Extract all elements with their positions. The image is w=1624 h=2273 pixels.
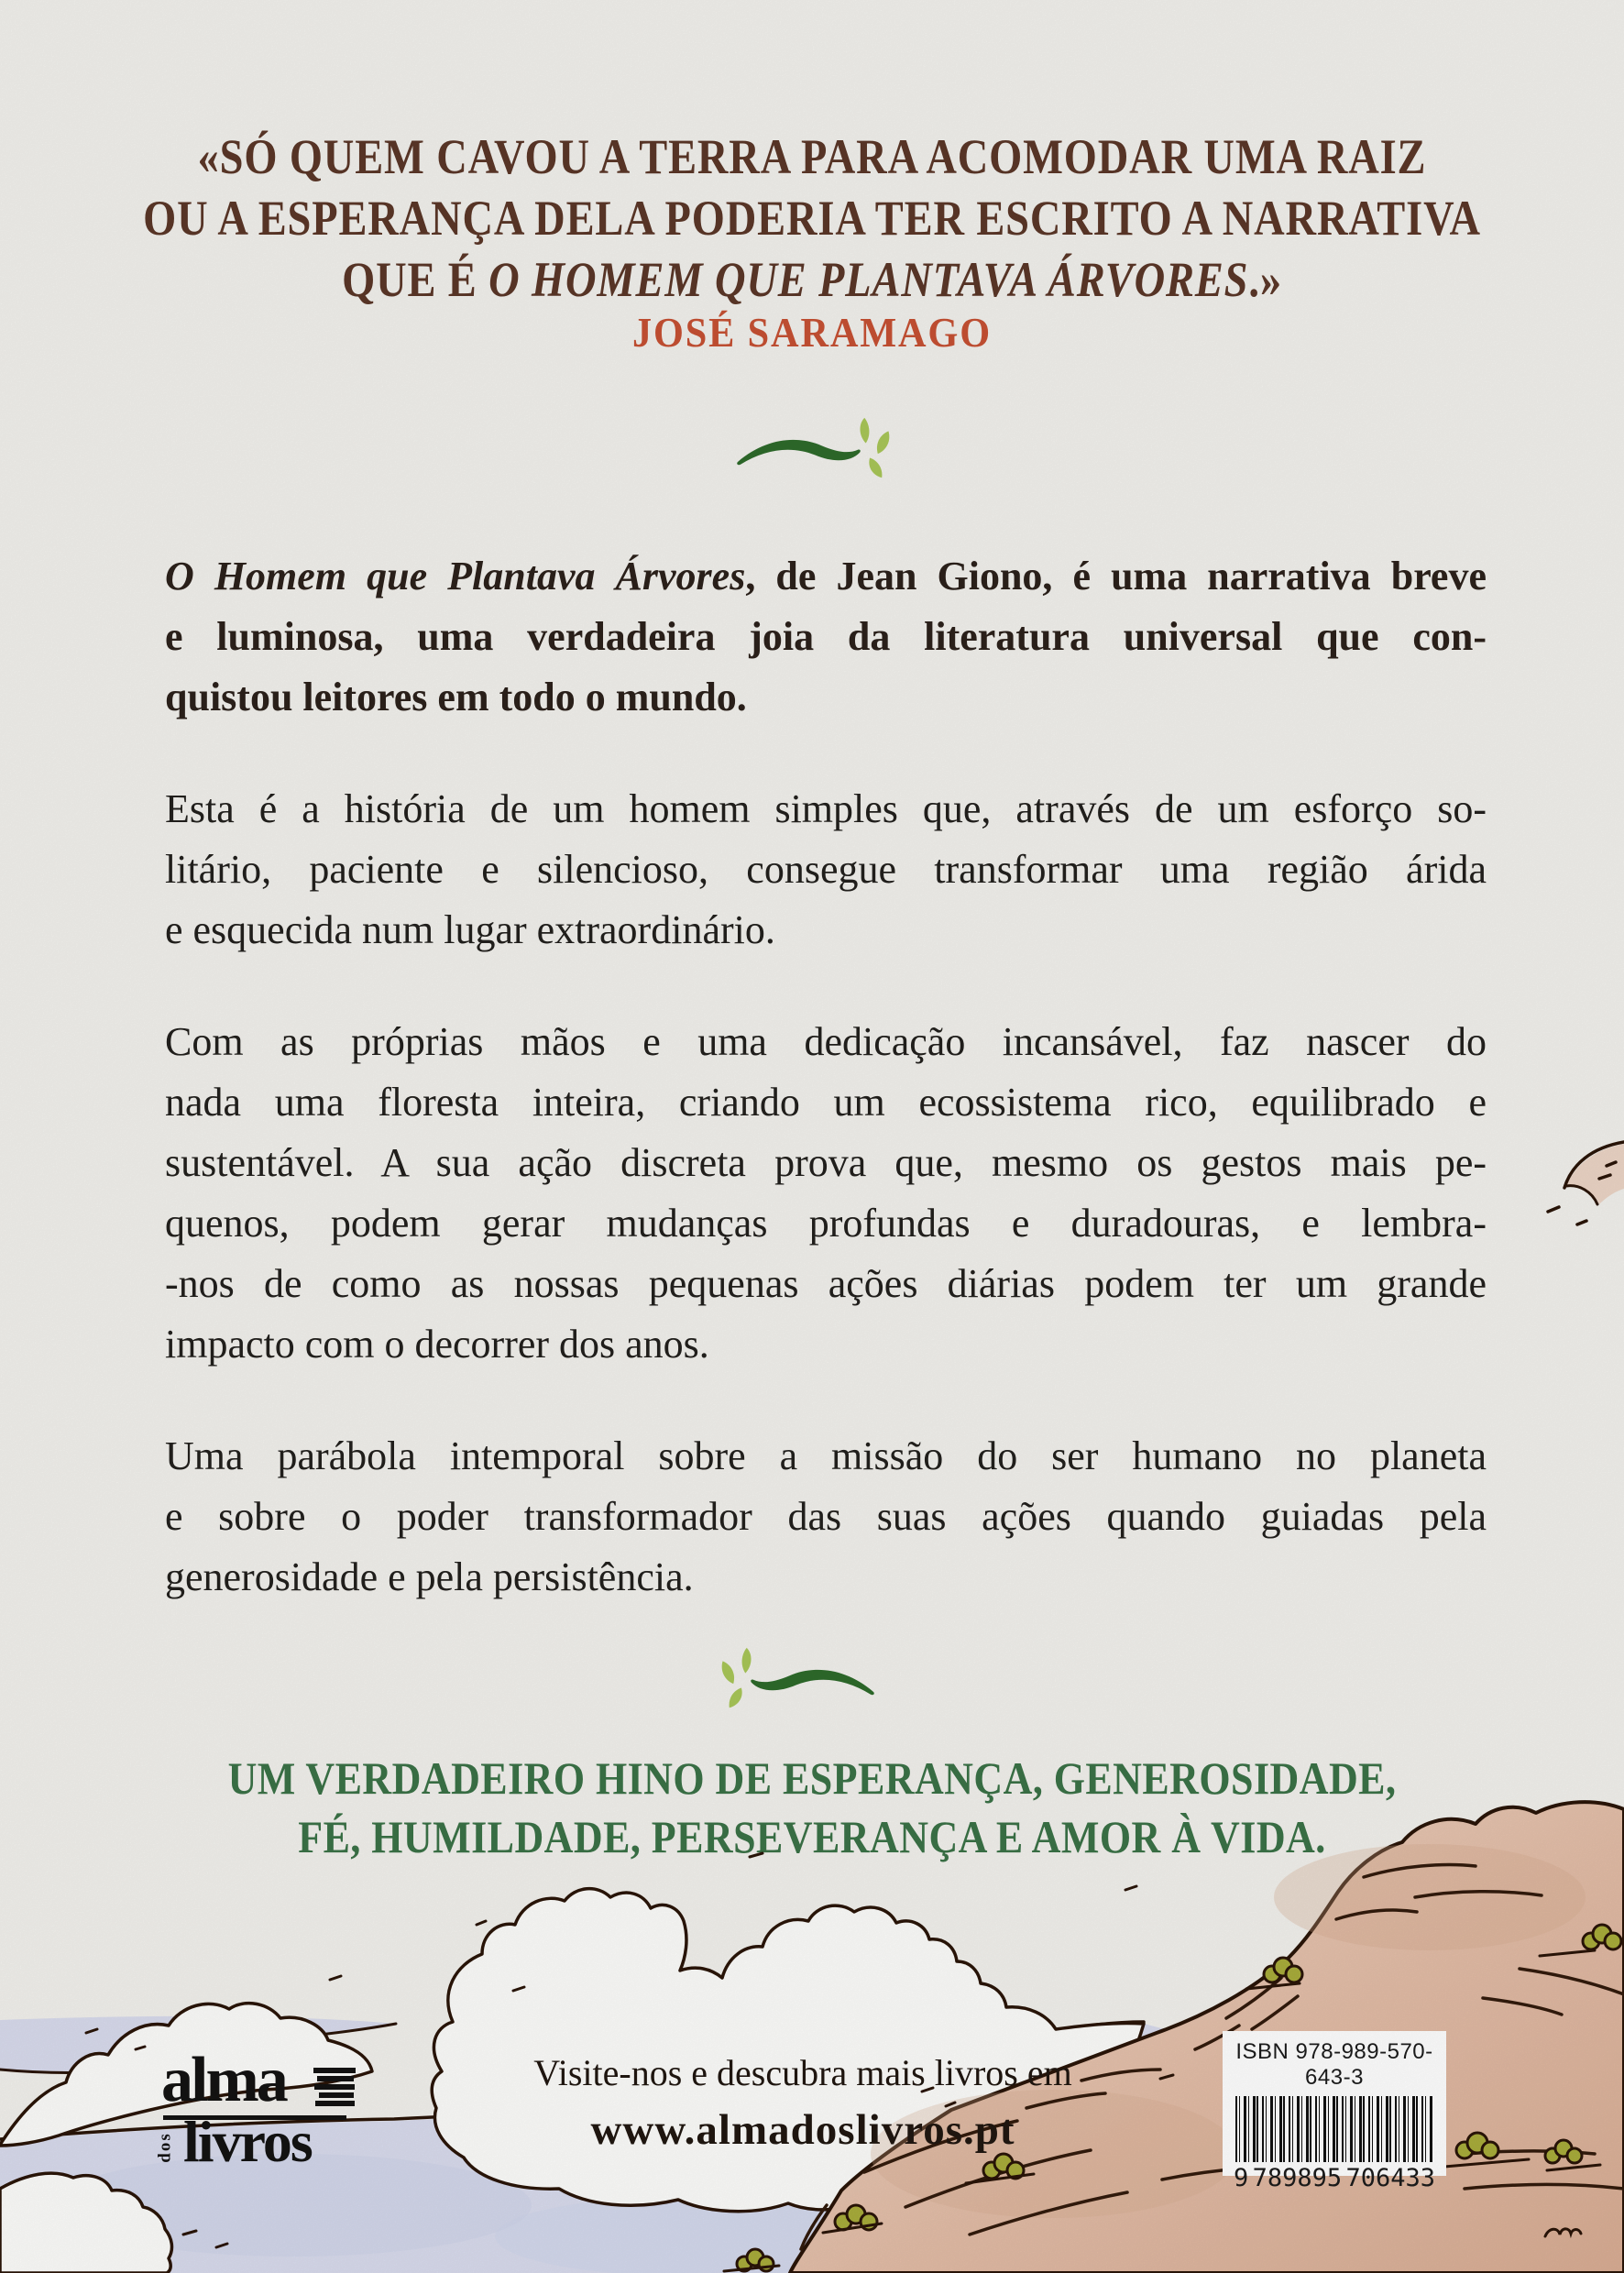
barcode-digits [1223,2164,1446,2192]
text-line: generosidade e pela persistência. [165,1554,694,1599]
publisher-name-dos: dos [155,2132,175,2163]
paragraph [165,546,1487,728]
text-line: e luminosa, uma verdadeira joia da literatura universal que con- [165,614,1487,659]
text-line: O Homem que Plantava Árvores, de Jean Giono, é uma narrativa breve [165,554,1487,598]
text-line: nada uma floresta inteira, criando um ecossistema rico, equilibrado e [165,1080,1487,1125]
isbn-box [1223,2031,1446,2192]
text-line: Esta é a história de um homem simples que, através de um esforço so- [165,786,1487,831]
publisher-name-livros: livros [183,2109,312,2174]
leaf-swoosh-icon [700,1642,894,1716]
book-stack-icon [312,2068,356,2106]
leaf-swoosh-icon [717,412,911,486]
synopsis-text [165,546,1487,1659]
paragraph [165,779,1487,961]
publisher-name-alma: alma [161,2045,286,2115]
text-line: OU A ESPERANÇA DELA PODERIA TER ESCRITO A NARRATIVA [143,191,1481,246]
visit-text: Visite-nos e descubra mais livros em [533,2052,1072,2093]
isbn-label: ISBN 978-989-570-643-3 [1235,2039,1433,2090]
website-url: www.almadoslivros.pt [590,2106,1015,2154]
paragraph [165,1426,1487,1608]
barcode-digit-group: 789895 [1252,2164,1343,2192]
endorsement-quote [114,126,1510,311]
text-line: QUE É O HOMEM QUE PLANTAVA ÁRVORES.» [342,252,1282,307]
text-line: Uma parábola intemporal sobre a missão do ser humano no planeta [165,1433,1487,1478]
text-line: «SÓ QUEM CAVOU A TERRA PARA ACOMODAR UMA RAIZ [197,129,1427,184]
text-line: e sobre o poder transformador das suas ações quando guiadas pela [165,1494,1487,1539]
text-line: quenos, podem gerar mudanças profundas e duradouras, e lembra- [165,1201,1487,1246]
text-line: impacto com o decorrer dos anos. [165,1322,709,1367]
text-line: litário, paciente e silencioso, consegue transformar uma região árida [165,847,1487,892]
text-line: quistou leitores em todo o mundo. [165,675,747,719]
quote-attribution: JOSÉ SARAMAGO [632,309,992,356]
text-line: FÉ, HUMILDADE, PERSEVERANÇA E AMOR À VIDA. [298,1811,1326,1862]
paragraph [165,1012,1487,1375]
distant-cliff-illustration [1489,1138,1624,1267]
publisher-logo [155,2045,357,2174]
barcode-digit-group: 706433 [1345,2164,1435,2192]
leaf-swoosh-icon [717,412,911,486]
text-line: e esquecida num lugar extraordinário. [165,907,775,952]
text-line: Com as próprias mãos e uma dedicação incansável, faz nascer do [165,1019,1487,1064]
leaf-swoosh-icon [700,1642,894,1716]
barcode [1235,2096,1433,2162]
barcode-digit-group: 9 [1234,2164,1249,2192]
visit-block [400,2051,1206,2155]
text-line: -nos de como as nossas pequenas ações diárias podem ter um grande [165,1261,1487,1306]
text-line: sustentável. A sua ação discreta prova que, mesmo os gestos mais pe- [165,1140,1487,1185]
landscape-illustration [0,1760,1624,2273]
text-line: UM VERDADEIRO HINO DE ESPERANÇA, GENEROSIDADE, [227,1752,1397,1804]
